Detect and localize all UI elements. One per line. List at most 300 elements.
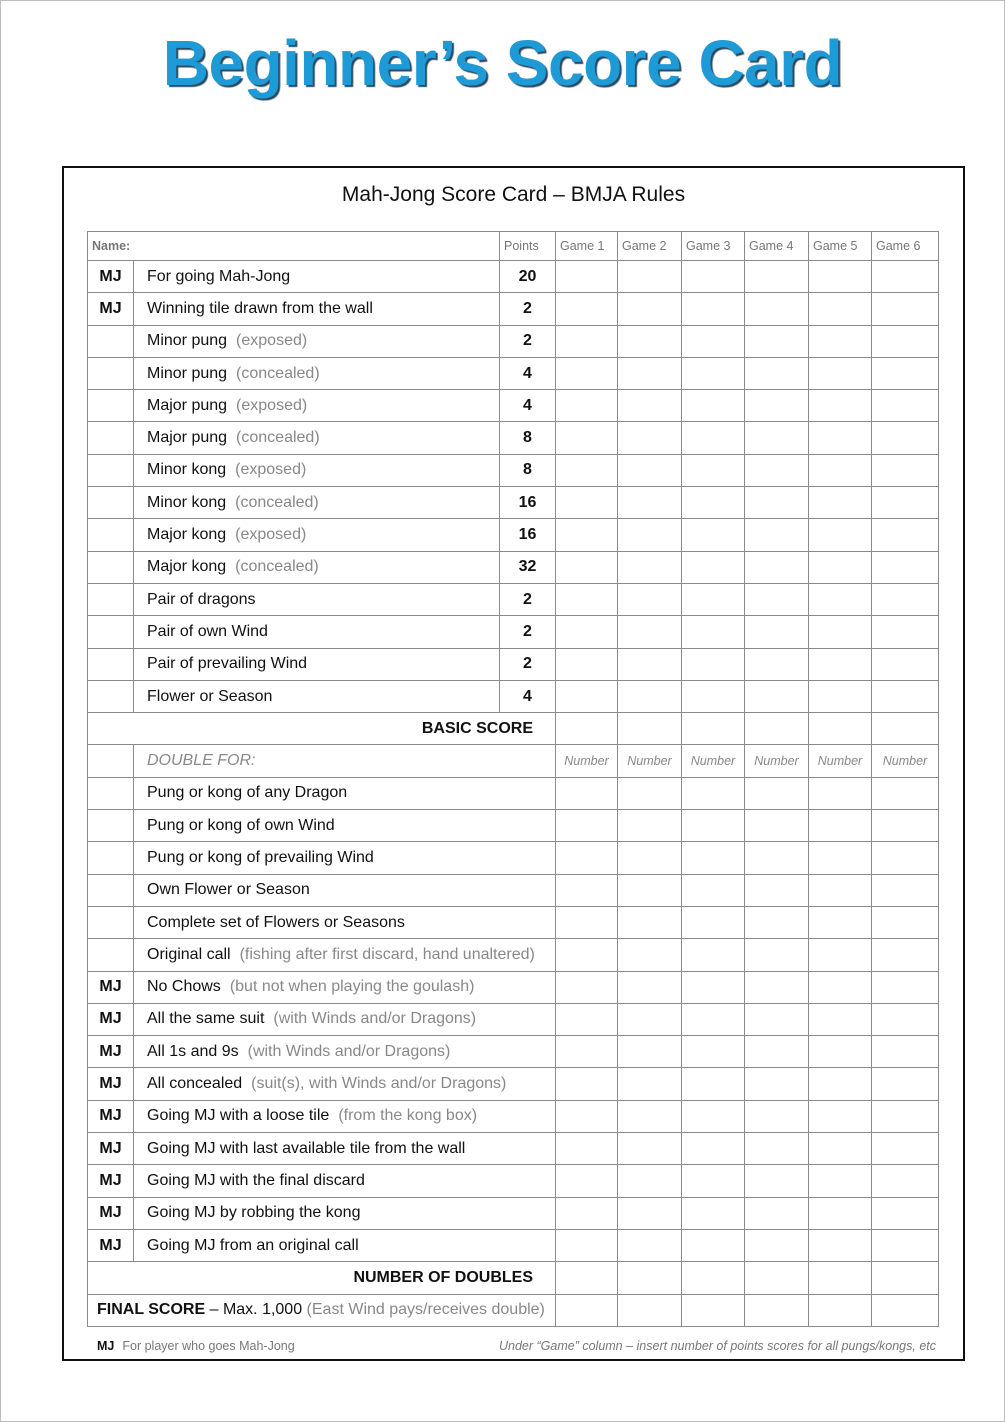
row-description xyxy=(134,971,556,1003)
game-score-cell[interactable] xyxy=(745,422,809,454)
header-row xyxy=(88,232,939,261)
game-score-cell[interactable] xyxy=(556,422,618,454)
game-score-cell[interactable] xyxy=(745,1133,809,1165)
game-score-cell[interactable] xyxy=(618,1068,682,1100)
double-for-row xyxy=(88,745,939,777)
game-score-cell[interactable] xyxy=(682,1165,745,1197)
game-score-cell[interactable] xyxy=(618,583,682,615)
row-note: (fishing after first discard, hand unaltered) xyxy=(239,945,535,963)
game-score-cell[interactable] xyxy=(809,906,872,938)
row-description xyxy=(134,1133,556,1165)
game-score-cell[interactable] xyxy=(682,454,745,486)
mj-marker xyxy=(88,874,134,906)
game-score-cell[interactable] xyxy=(809,810,872,842)
game-score-cell[interactable] xyxy=(745,616,809,648)
game-score-cell[interactable] xyxy=(556,842,618,874)
game-score-cell[interactable] xyxy=(618,939,682,971)
game-score-cell[interactable] xyxy=(618,325,682,357)
game-score-cell[interactable] xyxy=(872,616,939,648)
game-score-cell[interactable] xyxy=(682,1003,745,1035)
game-score-cell[interactable] xyxy=(809,1229,872,1261)
game-score-cell[interactable] xyxy=(745,906,809,938)
game-score-cell[interactable] xyxy=(682,1100,745,1132)
row-points: 2 xyxy=(500,648,556,680)
row-label: Pung or kong of own Wind xyxy=(147,816,335,834)
row-label: Going MJ from an original call xyxy=(147,1236,359,1254)
game-score-cell[interactable] xyxy=(745,293,809,325)
game-score-cell[interactable] xyxy=(618,1262,682,1294)
row-label: Minor pung xyxy=(147,364,228,382)
mj-marker xyxy=(88,487,134,519)
game-score-cell[interactable] xyxy=(745,1229,809,1261)
game-score-cell[interactable] xyxy=(556,1165,618,1197)
row-description xyxy=(134,874,556,906)
game-score-cell[interactable] xyxy=(872,1165,939,1197)
game-score-cell[interactable] xyxy=(556,1262,618,1294)
game-score-cell[interactable] xyxy=(682,487,745,519)
game-score-cell[interactable] xyxy=(556,648,618,680)
mj-marker: MJ xyxy=(88,261,134,293)
game-score-cell[interactable] xyxy=(618,616,682,648)
game-score-cell[interactable] xyxy=(872,487,939,519)
game-score-cell[interactable] xyxy=(618,777,682,809)
game-score-cell[interactable] xyxy=(618,454,682,486)
game-score-cell[interactable] xyxy=(556,293,618,325)
game-score-cell[interactable] xyxy=(745,1165,809,1197)
game-score-cell[interactable] xyxy=(618,842,682,874)
game-score-cell[interactable] xyxy=(872,777,939,809)
game-score-cell[interactable] xyxy=(745,551,809,583)
game-score-cell[interactable] xyxy=(745,713,809,745)
score-row xyxy=(88,551,939,583)
game-score-cell[interactable] xyxy=(556,1036,618,1068)
game-score-cell[interactable] xyxy=(745,648,809,680)
game-score-cell[interactable] xyxy=(872,551,939,583)
row-label: Pung or kong of prevailing Wind xyxy=(147,848,374,866)
row-label: Winning tile drawn from the wall xyxy=(147,299,373,317)
game-score-cell[interactable] xyxy=(872,325,939,357)
row-description xyxy=(134,583,500,615)
row-label: Complete set of Flowers or Seasons xyxy=(147,913,405,931)
game-score-cell[interactable] xyxy=(745,874,809,906)
game-score-cell[interactable] xyxy=(682,1294,745,1326)
score-row xyxy=(88,583,939,615)
score-row xyxy=(88,325,939,357)
game-score-cell[interactable] xyxy=(556,1003,618,1035)
game-score-cell[interactable] xyxy=(809,842,872,874)
game-score-cell[interactable] xyxy=(745,1003,809,1035)
game-score-cell[interactable] xyxy=(745,1068,809,1100)
game-score-cell[interactable] xyxy=(556,261,618,293)
game-score-cell[interactable] xyxy=(809,1133,872,1165)
game-score-cell[interactable] xyxy=(809,293,872,325)
game-score-cell[interactable] xyxy=(682,971,745,1003)
game-score-cell[interactable] xyxy=(682,616,745,648)
game-score-cell[interactable] xyxy=(745,810,809,842)
row-description xyxy=(134,325,500,357)
game-score-cell[interactable] xyxy=(809,422,872,454)
double-row xyxy=(88,939,939,971)
game-score-cell[interactable] xyxy=(682,1068,745,1100)
game-score-cell[interactable] xyxy=(618,519,682,551)
game-score-cell[interactable] xyxy=(618,357,682,389)
score-row xyxy=(88,616,939,648)
game-score-cell[interactable] xyxy=(618,713,682,745)
game-score-cell[interactable] xyxy=(556,616,618,648)
game-score-cell[interactable] xyxy=(682,293,745,325)
game-score-cell[interactable] xyxy=(872,1262,939,1294)
row-description xyxy=(134,357,500,389)
row-note: (exposed) xyxy=(235,461,307,479)
game-score-cell[interactable] xyxy=(809,971,872,1003)
row-note: (but not when playing the goulash) xyxy=(229,978,475,996)
game-score-cell[interactable] xyxy=(872,810,939,842)
game-score-cell[interactable] xyxy=(872,261,939,293)
row-description xyxy=(134,680,500,712)
game-score-cell[interactable] xyxy=(556,906,618,938)
game-score-cell[interactable] xyxy=(682,422,745,454)
game-score-cell[interactable] xyxy=(872,1068,939,1100)
game-score-cell[interactable] xyxy=(745,777,809,809)
game-score-cell[interactable] xyxy=(618,487,682,519)
game-score-cell[interactable] xyxy=(682,810,745,842)
game-score-cell[interactable] xyxy=(556,1294,618,1326)
game-score-cell[interactable] xyxy=(618,1165,682,1197)
game-score-cell[interactable] xyxy=(618,293,682,325)
final-score-row xyxy=(88,1294,939,1326)
game-score-cell[interactable] xyxy=(618,810,682,842)
game-score-cell[interactable] xyxy=(682,583,745,615)
game-header: Game 5 xyxy=(809,232,872,261)
game-score-cell[interactable] xyxy=(872,1003,939,1035)
game-score-cell[interactable] xyxy=(682,325,745,357)
game-score-cell[interactable] xyxy=(809,1165,872,1197)
game-score-cell[interactable] xyxy=(618,1133,682,1165)
game-score-cell[interactable] xyxy=(682,1133,745,1165)
game-score-cell[interactable] xyxy=(682,357,745,389)
double-row xyxy=(88,1229,939,1261)
game-score-cell[interactable] xyxy=(618,422,682,454)
game-score-cell[interactable] xyxy=(556,1133,618,1165)
game-score-cell[interactable] xyxy=(618,1003,682,1035)
game-score-cell[interactable] xyxy=(872,874,939,906)
game-score-cell[interactable] xyxy=(809,680,872,712)
game-score-cell[interactable] xyxy=(872,390,939,422)
game-score-cell[interactable] xyxy=(809,261,872,293)
game-score-cell[interactable] xyxy=(745,454,809,486)
game-score-cell[interactable] xyxy=(872,583,939,615)
game-score-cell[interactable] xyxy=(872,713,939,745)
game-score-cell[interactable] xyxy=(556,583,618,615)
game-score-cell[interactable] xyxy=(809,325,872,357)
game-score-cell[interactable] xyxy=(809,874,872,906)
row-label: Minor pung xyxy=(147,332,228,350)
game-score-cell[interactable] xyxy=(682,519,745,551)
game-score-cell[interactable] xyxy=(872,357,939,389)
game-score-cell[interactable] xyxy=(745,1294,809,1326)
game-score-cell[interactable] xyxy=(809,648,872,680)
mj-marker: MJ xyxy=(88,1165,134,1197)
game-number-cell: Number xyxy=(745,745,809,777)
row-description xyxy=(134,616,500,648)
game-score-cell[interactable] xyxy=(618,1036,682,1068)
game-number-cell: Number xyxy=(618,745,682,777)
game-score-cell[interactable] xyxy=(745,325,809,357)
game-score-cell[interactable] xyxy=(682,713,745,745)
game-score-cell[interactable] xyxy=(872,454,939,486)
game-score-cell[interactable] xyxy=(745,971,809,1003)
game-score-cell[interactable] xyxy=(556,357,618,389)
mj-marker xyxy=(88,519,134,551)
row-points: 2 xyxy=(500,583,556,615)
game-score-cell[interactable] xyxy=(556,325,618,357)
row-description xyxy=(134,293,500,325)
final-score-label xyxy=(88,1294,556,1326)
row-note: (concealed) xyxy=(235,558,319,576)
score-table xyxy=(87,231,939,1327)
mj-marker xyxy=(88,777,134,809)
game-score-cell[interactable] xyxy=(809,1197,872,1229)
game-score-cell[interactable] xyxy=(809,551,872,583)
game-score-cell[interactable] xyxy=(809,1068,872,1100)
page-title: Beginner’s Score Card xyxy=(162,27,843,99)
mj-marker xyxy=(88,551,134,583)
double-row xyxy=(88,1133,939,1165)
game-score-cell[interactable] xyxy=(872,842,939,874)
game-score-cell[interactable] xyxy=(872,1294,939,1326)
row-note: (with Winds and/or Dragons) xyxy=(247,1042,451,1060)
game-score-cell[interactable] xyxy=(809,1294,872,1326)
game-score-cell[interactable] xyxy=(872,648,939,680)
game-score-cell[interactable] xyxy=(745,939,809,971)
game-score-cell[interactable] xyxy=(872,1036,939,1068)
game-score-cell[interactable] xyxy=(872,1197,939,1229)
game-score-cell[interactable] xyxy=(618,1100,682,1132)
game-score-cell[interactable] xyxy=(682,874,745,906)
row-points: 16 xyxy=(500,519,556,551)
double-row xyxy=(88,1068,939,1100)
number-of-doubles-row xyxy=(88,1262,939,1294)
row-note: (exposed) xyxy=(235,526,307,544)
game-score-cell[interactable] xyxy=(556,1197,618,1229)
game-score-cell[interactable] xyxy=(682,777,745,809)
game-score-cell[interactable] xyxy=(809,939,872,971)
game-score-cell[interactable] xyxy=(682,648,745,680)
game-score-cell[interactable] xyxy=(872,680,939,712)
game-score-cell[interactable] xyxy=(872,971,939,1003)
game-score-cell[interactable] xyxy=(618,551,682,583)
name-field[interactable]: Name: xyxy=(88,232,500,261)
card-title: Mah-Jong Score Card – BMJA Rules xyxy=(341,183,686,206)
mj-marker xyxy=(88,357,134,389)
mj-marker: MJ xyxy=(88,971,134,1003)
game-score-cell[interactable] xyxy=(618,874,682,906)
game-score-cell[interactable] xyxy=(809,1262,872,1294)
game-score-cell[interactable] xyxy=(745,842,809,874)
mj-marker: MJ xyxy=(88,1100,134,1132)
game-score-cell[interactable] xyxy=(745,261,809,293)
game-score-cell[interactable] xyxy=(809,777,872,809)
game-score-cell[interactable] xyxy=(745,1100,809,1132)
row-description xyxy=(134,487,500,519)
game-score-cell[interactable] xyxy=(745,487,809,519)
row-description xyxy=(134,810,556,842)
game-score-cell[interactable] xyxy=(556,680,618,712)
row-label: Own Flower or Season xyxy=(147,881,310,899)
game-score-cell[interactable] xyxy=(809,519,872,551)
game-score-cell[interactable] xyxy=(618,648,682,680)
game-score-cell[interactable] xyxy=(556,1068,618,1100)
row-points: 8 xyxy=(500,454,556,486)
game-score-cell[interactable] xyxy=(682,939,745,971)
row-note: (exposed) xyxy=(236,396,308,414)
game-score-cell[interactable] xyxy=(809,1100,872,1132)
game-score-cell[interactable] xyxy=(745,519,809,551)
game-score-cell[interactable] xyxy=(618,1294,682,1326)
game-score-cell[interactable] xyxy=(809,1036,872,1068)
game-score-cell[interactable] xyxy=(618,390,682,422)
row-label: No Chows xyxy=(147,978,221,996)
game-score-cell[interactable] xyxy=(745,1197,809,1229)
row-points: 2 xyxy=(500,325,556,357)
game-score-cell[interactable] xyxy=(809,390,872,422)
row-note: (concealed) xyxy=(236,364,320,382)
double-row xyxy=(88,906,939,938)
final-note: (East Wind pays/receives double) xyxy=(306,1301,545,1319)
final-max: – Max. 1,000 xyxy=(205,1301,307,1319)
footer-instruction: Under “Game” column – insert number of points scores for all pungs/kongs, etc xyxy=(498,1339,936,1353)
game-score-cell[interactable] xyxy=(556,390,618,422)
game-score-cell[interactable] xyxy=(556,777,618,809)
game-score-cell[interactable] xyxy=(745,390,809,422)
row-label: Going MJ with last available tile from the wall xyxy=(147,1139,466,1157)
double-row xyxy=(88,842,939,874)
mj-marker xyxy=(88,842,134,874)
row-label: Pung or kong of any Dragon xyxy=(147,784,348,802)
mj-marker: MJ xyxy=(88,1133,134,1165)
game-score-cell[interactable] xyxy=(556,939,618,971)
game-score-cell[interactable] xyxy=(618,906,682,938)
score-row xyxy=(88,390,939,422)
score-row xyxy=(88,487,939,519)
game-score-cell[interactable] xyxy=(682,906,745,938)
row-label: Pair of dragons xyxy=(147,590,256,608)
game-header: Game 1 xyxy=(556,232,618,261)
game-score-cell[interactable] xyxy=(809,357,872,389)
game-score-cell[interactable] xyxy=(682,261,745,293)
game-score-cell[interactable] xyxy=(556,971,618,1003)
game-score-cell[interactable] xyxy=(872,939,939,971)
row-description xyxy=(134,1165,556,1197)
row-description xyxy=(134,1100,556,1132)
game-score-cell[interactable] xyxy=(745,357,809,389)
basic-score-row xyxy=(88,713,939,745)
game-score-cell[interactable] xyxy=(745,1262,809,1294)
double-for-label: DOUBLE FOR: xyxy=(134,745,556,777)
row-points: 2 xyxy=(500,616,556,648)
game-score-cell[interactable] xyxy=(745,583,809,615)
game-score-cell[interactable] xyxy=(872,293,939,325)
footer-mj-text: For player who goes Mah-Jong xyxy=(122,1339,295,1353)
row-label: Minor kong xyxy=(147,493,227,511)
mj-marker xyxy=(88,454,134,486)
game-score-cell[interactable] xyxy=(745,680,809,712)
game-score-cell[interactable] xyxy=(809,487,872,519)
double-row xyxy=(88,1003,939,1035)
game-score-cell[interactable] xyxy=(682,842,745,874)
row-description xyxy=(134,906,556,938)
row-note: (exposed) xyxy=(236,332,308,350)
game-score-cell[interactable] xyxy=(556,487,618,519)
game-score-cell[interactable] xyxy=(872,1133,939,1165)
row-points: 20 xyxy=(500,261,556,293)
game-score-cell[interactable] xyxy=(809,583,872,615)
game-score-cell[interactable] xyxy=(618,971,682,1003)
double-row xyxy=(88,810,939,842)
game-score-cell[interactable] xyxy=(556,1229,618,1261)
game-score-cell[interactable] xyxy=(618,261,682,293)
game-score-cell[interactable] xyxy=(872,1100,939,1132)
game-score-cell[interactable] xyxy=(556,454,618,486)
game-score-cell[interactable] xyxy=(872,519,939,551)
game-score-cell[interactable] xyxy=(556,713,618,745)
game-score-cell[interactable] xyxy=(872,422,939,454)
mj-marker: MJ xyxy=(88,1197,134,1229)
game-header: Game 2 xyxy=(618,232,682,261)
game-score-cell[interactable] xyxy=(682,1197,745,1229)
row-note: (with Winds and/or Dragons) xyxy=(273,1010,477,1028)
mj-marker xyxy=(88,325,134,357)
row-label: All 1s and 9s xyxy=(147,1042,239,1060)
game-header: Game 3 xyxy=(682,232,745,261)
game-score-cell[interactable] xyxy=(682,1262,745,1294)
row-description xyxy=(134,519,500,551)
game-score-cell[interactable] xyxy=(682,1229,745,1261)
row-label: Pair of own Wind xyxy=(147,622,268,640)
game-score-cell[interactable] xyxy=(556,810,618,842)
row-description xyxy=(134,390,500,422)
game-score-cell[interactable] xyxy=(682,1036,745,1068)
game-header: Game 4 xyxy=(745,232,809,261)
game-score-cell[interactable] xyxy=(556,519,618,551)
score-card xyxy=(62,166,965,1361)
game-score-cell[interactable] xyxy=(682,390,745,422)
mj-marker xyxy=(88,745,134,777)
game-score-cell[interactable] xyxy=(556,551,618,583)
game-score-cell[interactable] xyxy=(556,874,618,906)
game-score-cell[interactable] xyxy=(872,1229,939,1261)
mj-marker: MJ xyxy=(88,293,134,325)
game-score-cell[interactable] xyxy=(618,1197,682,1229)
game-score-cell[interactable] xyxy=(809,1003,872,1035)
game-score-cell[interactable] xyxy=(809,616,872,648)
game-score-cell[interactable] xyxy=(682,680,745,712)
row-points: 4 xyxy=(500,390,556,422)
mj-marker xyxy=(88,583,134,615)
game-score-cell[interactable] xyxy=(872,906,939,938)
game-score-cell[interactable] xyxy=(745,1036,809,1068)
game-score-cell[interactable] xyxy=(809,713,872,745)
row-label: Minor kong xyxy=(147,461,227,479)
game-score-cell[interactable] xyxy=(618,1229,682,1261)
game-score-cell[interactable] xyxy=(809,454,872,486)
score-row xyxy=(88,454,939,486)
game-score-cell[interactable] xyxy=(682,551,745,583)
game-score-cell[interactable] xyxy=(556,1100,618,1132)
row-description xyxy=(134,777,556,809)
final-label: FINAL SCORE xyxy=(97,1301,206,1319)
game-score-cell[interactable] xyxy=(618,680,682,712)
